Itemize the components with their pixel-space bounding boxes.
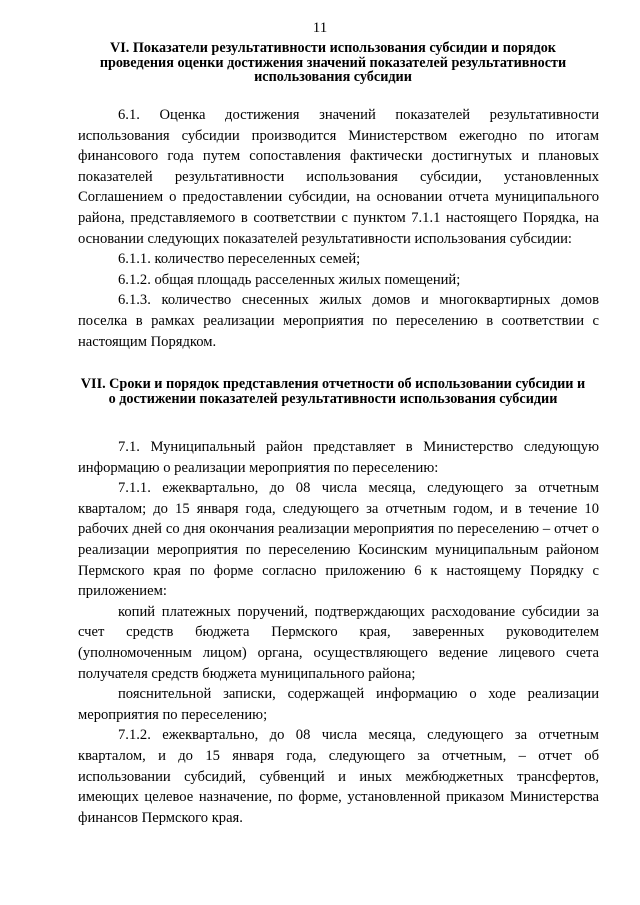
paragraph-7-1-2: 7.1.2. ежеквартально, до 08 числа месяца, следующего за отчетным кварталом, и до 15 января года, следующего за отчетным, – отчет об использовании субсидий, субвенций и иных межбюджетных трансфертов, имеющих целевое назначение, по форме, установленной приказом Министерства финансов Пермского края. (78, 727, 599, 826)
paragraph-7-1-1: 7.1.1. ежеквартально, до 08 числа месяца, следующего за отчетным кварталом; до 15 января года, следующего за отчетным годом, и в течение 10 рабочих дней со дня окончания реализации мероприятия по переселению – отчет о реализации мероприятия по переселению Косинским муниципальным районом Пермского края по форме согласно приложению 6 к настоящему Порядку с приложением: (78, 480, 599, 600)
paragraph-6-1-3: 6.1.3. количество снесенных жилых домов и многоквартирных домов поселка в рамках реализации мероприятия по переселению в соответствии с настоящим Порядком. (78, 292, 599, 350)
paragraph-payment-orders: копий платежных поручений, подтверждающих расходование субсидии за счет средств бюджета Пермского края, заверенных руководителем (уполномоченным лицом) органа, осуществляющего ведение лицевого счета получателя средств бюджета муниципального района; (78, 603, 599, 682)
section-7-heading: VII. Сроки и порядок представления отчетности об использовании субсидии и о достижении показателей результативности использования субсидии (80, 376, 586, 407)
paragraph-6-1-1: 6.1.1. количество переселенных семей; (118, 251, 361, 268)
paragraph-6-1-2: 6.1.2. общая площадь расселенных жилых помещений; (118, 271, 461, 288)
section-6-body (78, 105, 599, 352)
paragraph-explanatory-note: пояснительной записки, содержащей информацию о ходе реализации мероприятия по переселению; (78, 686, 599, 723)
paragraph-6-1: 6.1. Оценка достижения значений показателей результативности использования субсидии производится Министерством ежегодно по итогам финансового года путем сопоставления фактически достигнутых и плановых показателей результативности использования субсидии, установленных Соглашением о предоставлении субсидии, на основании отчета муниципального района, представляемого в соответствии с пунктом 7.1.1 настоящего Порядка, на основании следующих показателей результативности использования субсидии: (78, 107, 599, 247)
paragraph-7-1: 7.1. Муниципальный район представляет в Министерство следующую информацию о реализации мероприятия по переселению: (78, 439, 599, 476)
section-7-body (78, 437, 599, 828)
section-6-heading: VI. Показатели результативности использования субсидии и порядок проведения оценки достижения значений показателей результативности использования субсидии (99, 40, 567, 85)
page-number: 11 (312, 20, 328, 36)
